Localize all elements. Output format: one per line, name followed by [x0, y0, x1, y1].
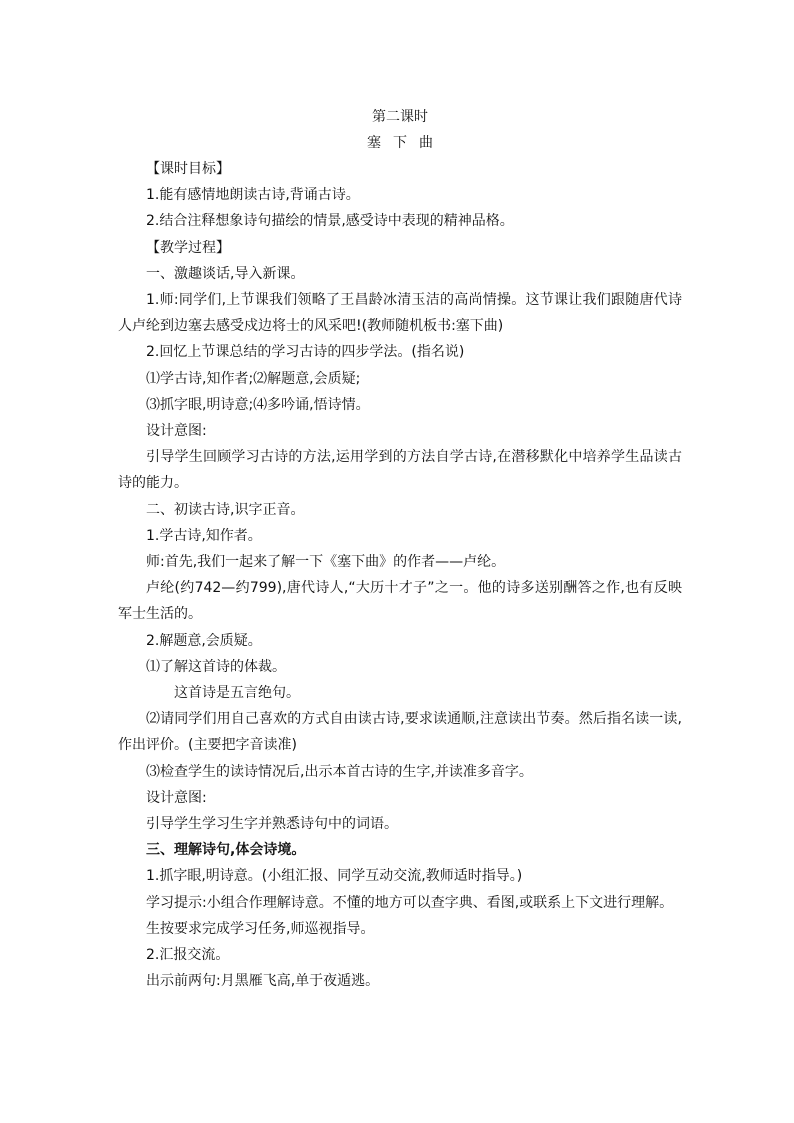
text-line: 设计意图:	[146, 789, 207, 806]
text-line: 1.学古诗,知作者。	[146, 527, 262, 544]
text-line: 2.解题意,会质疑。	[146, 632, 262, 649]
document-body	[118, 104, 682, 995]
text-paragraph: ⑵请同学们用自己喜欢的方式自由读古诗,要求读通顺,注意读出节奏。然后指名读一读,作出评价。(主要把字音读准)	[118, 711, 682, 754]
text-line: 2.回忆上节课总结的学习古诗的四步学法。(指名说)	[146, 344, 465, 361]
text-line: 一、激趣谈话,导入新课。	[146, 265, 305, 282]
text-line: 这首诗是五言绝句。	[174, 685, 300, 702]
text-line: 出示前两句:月黑雁飞高,单于夜遁逃。	[146, 973, 380, 990]
section-heading: 三、理解诗句,体会诗境。	[146, 842, 306, 859]
section-heading: 【课时目标】	[146, 161, 230, 177]
text-line: 学习提示:小组合作理解诗意。不懂的地方可以查字典、看图,或联系上下文进行理解。	[146, 894, 674, 911]
text-line: ⑴了解这首诗的体裁。	[146, 658, 286, 675]
text-line: 2.汇报交流。	[146, 947, 230, 964]
text-paragraph: 1.师:同学们,上节课我们领略了王昌龄冰清玉洁的高尚情操。这节课让我们跟随唐代诗人卢纶到边塞去感受戍边将士的风采吧!(教师随机板书:塞下曲)	[118, 292, 682, 335]
text-line: 师:首先,我们一起来了解一下《塞下曲》的作者——卢纶。	[146, 554, 506, 571]
text-line: ⑶检查学生的读诗情况后,出示本首古诗的生字,并读准多音字。	[146, 763, 533, 780]
text-line: 2.结合注释想象诗句描绘的情景,感受诗中表现的精神品格。	[146, 213, 514, 230]
poem-title: 塞下曲	[367, 135, 445, 151]
text-line: 生按要求完成学习任务,师巡视指导。	[146, 920, 375, 937]
text-line: 设计意图:	[146, 423, 207, 440]
text-line: ⑴学古诗,知作者;⑵解题意,会质疑;	[146, 370, 361, 387]
text-line: 二、初读古诗,识字正音。	[146, 501, 305, 518]
section-heading: 【教学过程】	[146, 239, 230, 256]
text-line: 引导学生学习生字并熟悉诗句中的词语。	[146, 816, 398, 833]
text-line: ⑶抓字眼,明诗意;⑷多吟诵,悟诗情。	[146, 396, 370, 413]
text-paragraph: 卢纶(约742—约799),唐代诗人,“大历十才子”之一。他的诗多送别酬答之作,也有反映军士生活的。	[118, 580, 682, 623]
lesson-title: 第二课时	[372, 109, 428, 125]
text-line: 1.抓字眼,明诗意。(小组汇报、同学互动交流,教师适时指导。)	[146, 868, 523, 885]
text-line: 1.能有感情地朗读古诗,背诵古诗。	[146, 187, 360, 204]
text-paragraph: 引导学生回顾学习古诗的方法,运用学到的方法自学古诗,在潜移默化中培养学生品读古诗的能力。	[118, 449, 682, 492]
